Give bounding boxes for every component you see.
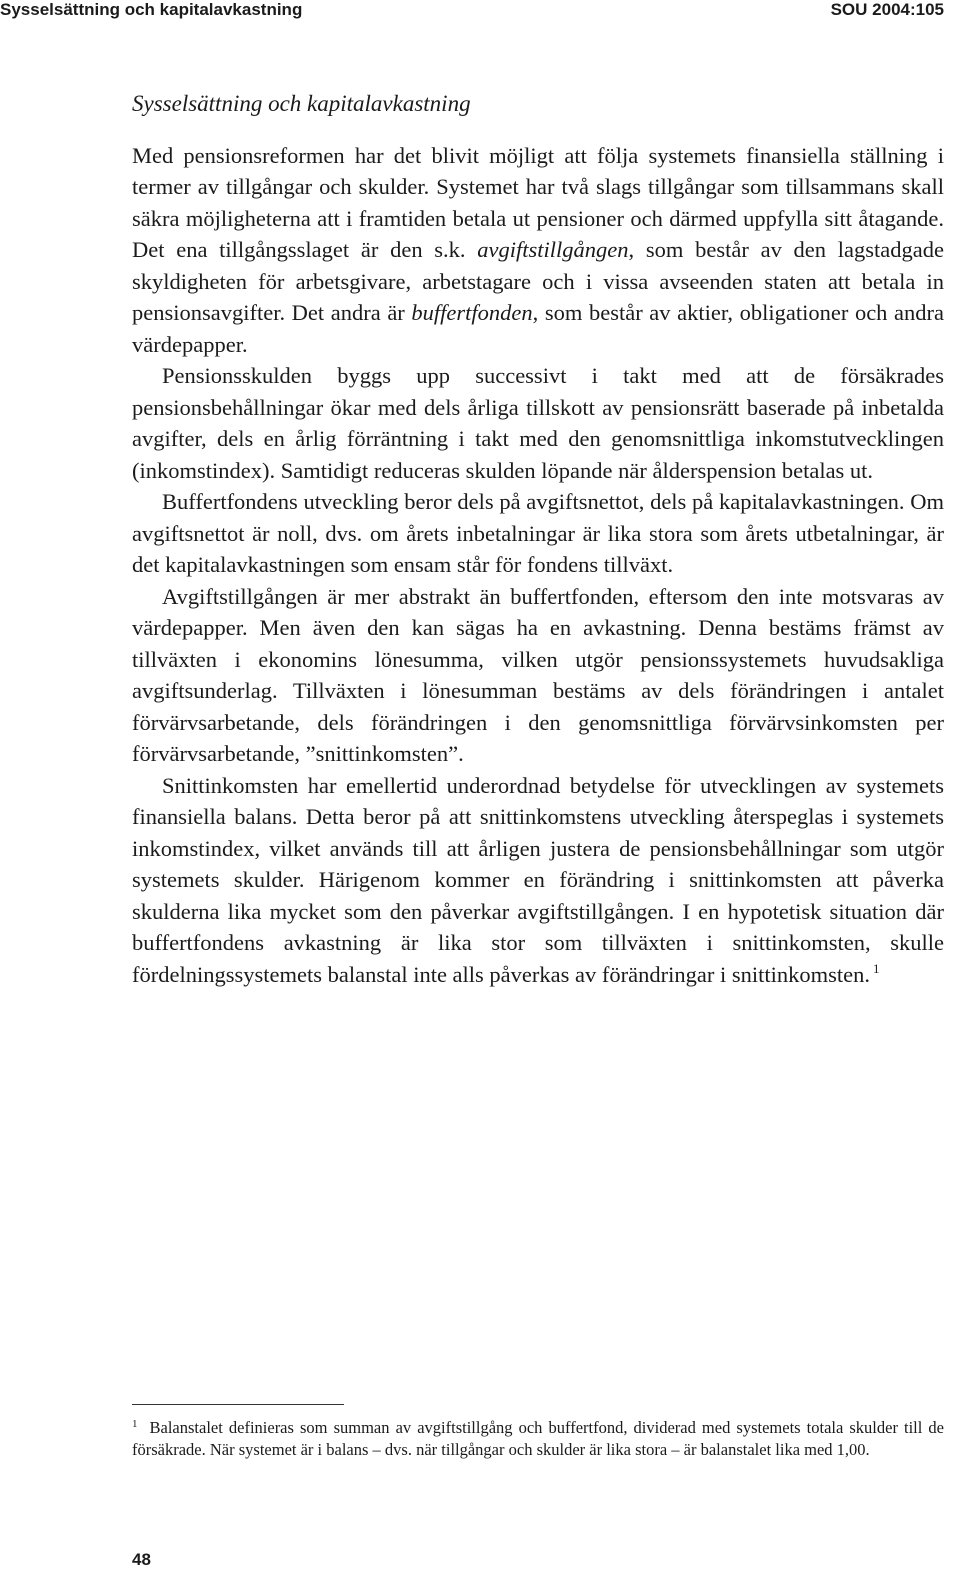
paragraph-1 xyxy=(132,140,944,361)
paragraph-1-part-e: , som består av aktier, obligationer och andra värdepapper. xyxy=(132,300,944,357)
paragraph-5 xyxy=(132,770,944,991)
footnote-text: Balanstalet definieras som summan av avgiftstillgång och buffertfond, dividerad med systemets totala skulder till de försäkrade. När systemet är i balans – dvs. när tillgångar och skulder är lika stora – är balanstalet lika med 1,00. xyxy=(132,1418,944,1459)
running-header xyxy=(0,0,960,22)
paragraph-4: Avgiftstillgången är mer abstrakt än buffertfonden, eftersom den inte motsvaras av värdepapper. Men även den kan sägas ha en avkastning. Denna bestäms främst av tillväxten i ekonomins lönesumma, vilken utgör pensionssystemets huvudsakliga avgiftsunderlag. Tillväxten i lönesumman bestäms av dels förändringen i antalet förvärvsarbetande, dels förändringen i den genomsnittliga förvärvsinkomsten per förvärvsarbetande, ”snittinkomsten”. xyxy=(132,583,944,766)
footnote-divider xyxy=(132,1404,344,1405)
paragraph-1-part-a: Med pensionsreformen har det blivit möjligt att följa systemets finansiella ställning i termer av tillgångar och skulder. Systemet har två slags tillgångar som tillsammans skall säkra möjligheterna att i framtiden betala ut pensioner och därmed uppfylla sitt åtagande. Det ena tillgångsslaget är den s.k. xyxy=(132,142,944,262)
header-section-title: Sysselsättning och kapitalavkastning xyxy=(0,0,303,19)
paragraph-2: Pensionsskulden byggs upp successivt i takt med att de försäkrades pensionsbehållningar ökar med dels årliga tillskott av pensionsrätt baserade på inbetalda avgifter, dels en årlig förräntning i takt med den genomsnittliga inkomstutvecklingen (inkomstindex). Samtidigt reduceras skulden löpande när ålderspension betalas ut. xyxy=(132,363,944,483)
paragraph-1-part-c: , som består av den lagstadgade skyldigheten för arbetsgivare, arbetstagare och i vissa avseenden staten att betala in pensionsavgifter. Det andra är xyxy=(132,237,944,325)
main-text xyxy=(132,88,944,990)
footnote xyxy=(132,1417,944,1461)
page-number: 48 xyxy=(132,1550,151,1569)
header-document-id: SOU 2004:105 xyxy=(830,0,944,19)
paragraph-5-text: Snittinkomsten har emellertid underordnad betydelse för utvecklingen av systemets finansiella balans. Detta beror på att snittinkomstens utveckling återspeglas i systemets inkomstindex, vilket används till att årligen justera de pensionsbehållningar som utgör systemets skulder. Härigenom kommer en förändring i snittinkomsten att påverka skulderna lika mycket som den påverkar avgiftstillgången. I en hypotetisk situation där buffertfondens avkastning är lika stor som tillväxten i snittinkomsten, skulle fördelningssystemets balanstal inte alls påverkas av förändringar i snittinkomsten. xyxy=(132,772,944,987)
term-avgiftstillgangen: avgiftstillgången xyxy=(477,237,629,262)
term-buffertfonden: buffertfonden xyxy=(411,300,533,325)
footnote-reference[interactable]: 1 xyxy=(872,961,880,976)
section-heading: Sysselsättning och kapitalavkastning xyxy=(132,91,471,116)
footnote-number: 1 xyxy=(132,1417,138,1430)
paragraph-3: Buffertfondens utveckling beror dels på avgiftsnettot, dels på kapitalavkastningen. Om avgiftsnettot är noll, dvs. om årets inbetalningar är lika stora som årets utbetalningar, är det kapitalavkastningen som ensam står för fondens tillväxt. xyxy=(132,489,944,577)
